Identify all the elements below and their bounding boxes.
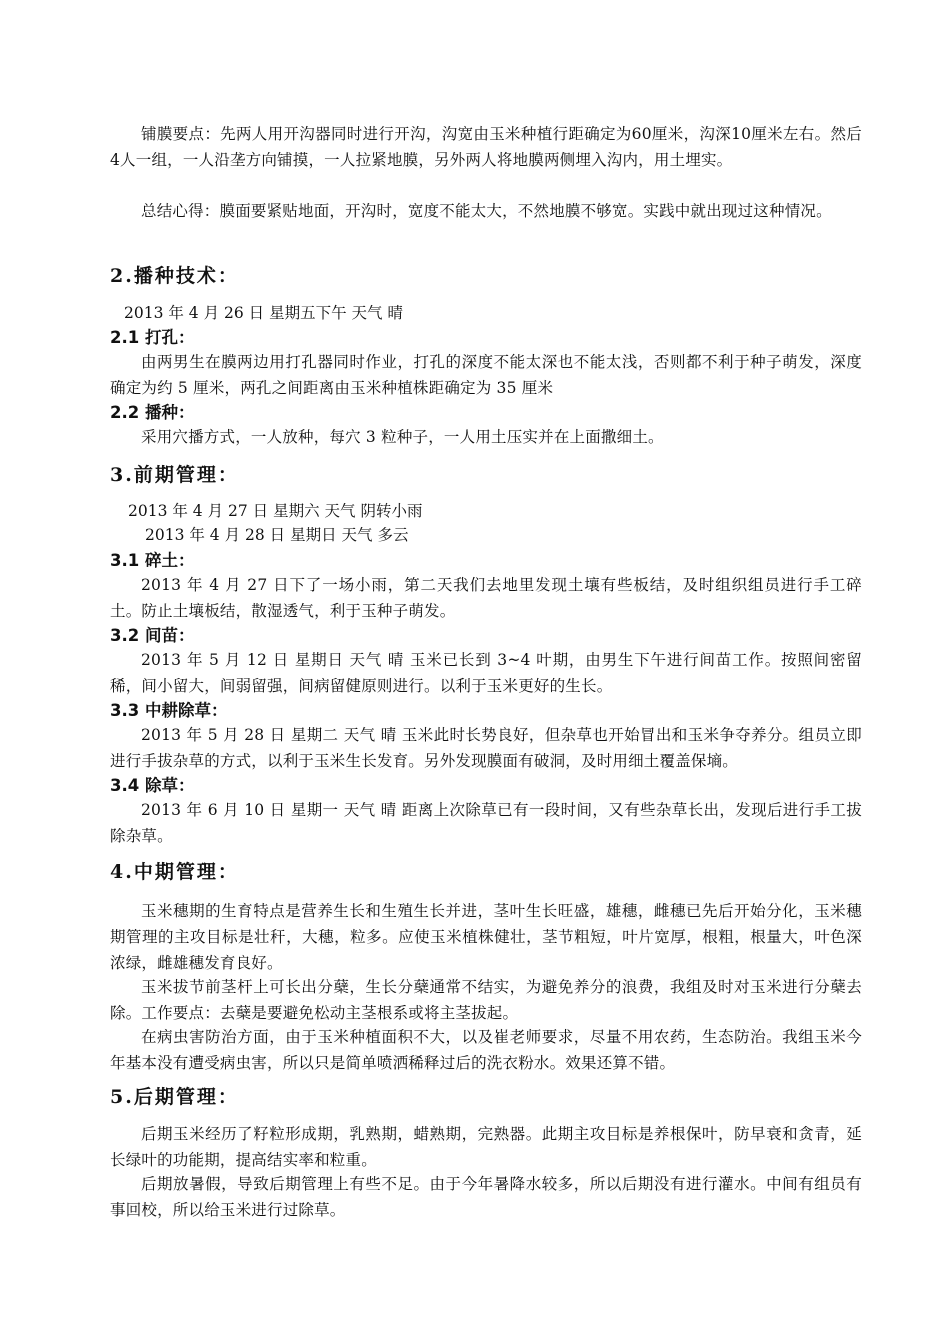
section-2-2-text: 采用穴播方式，一人放种，每穴 3 粒种子，一人用土压实并在上面撒细土。 — [141, 428, 664, 446]
section-5-paragraph-1: 后期玉米经历了籽粒形成期，乳熟期，蜡熟期，完熟器。此期主攻目标是养根保叶，防早衰和贪青，延长绿叶的功能期，提高结实率和粒重。 — [110, 1125, 862, 1169]
section-3-1-heading: 3.1 碎土： — [110, 551, 195, 570]
section-2-heading: 2.播种技术： — [110, 265, 239, 287]
section-3-2-text: 2013 年 5 月 12 日 星期日 天气 晴 玉米已长到 3~4 叶期，由男生下午进行间苗工作。按照间密留稀，间小留大，间弱留强，间病留健原则进行。以利于玉米更好的生长。 — [110, 651, 862, 695]
section-5-paragraph-2: 后期放暑假，导致后期管理上有些不足。由于今年暑降水较多，所以后期没有进行灌水。中间有组员有事回校，所以给玉米进行过除草。 — [110, 1175, 862, 1219]
section-4-paragraph-3: 在病虫害防治方面，由于玉米种植面积不大，以及崔老师要求，尽量不用农药，生态防治。我组玉米今年基本没有遭受病虫害，所以只是简单喷洒稀释过后的洗衣粉水。效果还算不错。 — [110, 1028, 862, 1072]
section-3-date-2: 2013 年 4 月 28 日 星期日 天气 多云 — [145, 526, 409, 544]
section-2-2-heading: 2.2 播种： — [110, 403, 195, 422]
section-3-date-1: 2013 年 4 月 27 日 星期六 天气 阴转小雨 — [128, 502, 423, 520]
section-3-2-heading: 3.2 间苗： — [110, 626, 195, 645]
section-3-3-text: 2013 年 5 月 28 日 星期二 天气 晴 玉米此时长势良好，但杂草也开始冒出和玉米争夺养分。组员立即进行手拔杂草的方式，以利于玉米生长发育。另外发现膜面有破洞，及时用细土覆盖保墒。 — [110, 726, 862, 770]
section-4-paragraph-1: 玉米穗期的生育特点是营养生长和生殖生长并进，茎叶生长旺盛，雄穗，雌穗已先后开始分化，玉米穗期管理的主攻目标是壮秆，大穗，粒多。应使玉米植株健壮，茎节粗短，叶片宽厚，根粗，根量大，叶色深浓绿，雌雄穗发育良好。 — [110, 902, 862, 972]
section-2-1-text: 由两男生在膜两边用打孔器同时作业，打孔的深度不能太深也不能太浅，否则都不利于种子萌发，深度确定为约 5 厘米，两孔之间距离由玉米种植株距确定为 35 厘米 — [110, 353, 862, 397]
section-2-1-heading: 2.1 打孔： — [110, 328, 195, 347]
section-4-heading: 4.中期管理： — [110, 861, 239, 883]
mulching-paragraph: 铺膜要点：先两人用开沟器同时进行开沟，沟宽由玉米种植行距确定为60厘米，沟深10厘米左右。然后4人一组，一人沿垄方向铺摸，一人拉紧地膜，另外两人将地膜两侧埋入沟内，用土埋实。 — [110, 125, 862, 169]
section-2-date: 2013 年 4 月 26 日 星期五下午 天气 晴 — [124, 304, 403, 322]
section-5-heading: 5.后期管理： — [110, 1086, 239, 1108]
section-4-paragraph-2: 玉米拔节前茎杆上可长出分蘖，生长分蘖通常不结实，为避免养分的浪费，我组及时对玉米进行分蘖去除。工作要点：去蘖是要避免松动主茎根系或将主茎拔起。 — [110, 978, 862, 1022]
section-3-4-text: 2013 年 6 月 10 日 星期一 天气 晴 距离上次除草已有一段时间，又有些杂草长出，发现后进行手工拔除杂草。 — [110, 801, 862, 845]
section-3-1-text: 2013 年 4 月 27 日下了一场小雨，第二天我们去地里发现土壤有些板结，及时组织组员进行手工碎土。防止土壤板结，散湿透气，利于玉种子萌发。 — [110, 576, 862, 620]
section-3-heading: 3.前期管理： — [110, 464, 239, 486]
section-3-3-heading: 3.3 中耕除草： — [110, 701, 228, 720]
summary-paragraph: 总结心得：膜面要紧贴地面，开沟时，宽度不能太大，不然地膜不够宽。实践中就出现过这种情况。 — [141, 202, 832, 220]
section-3-4-heading: 3.4 除草： — [110, 776, 195, 795]
